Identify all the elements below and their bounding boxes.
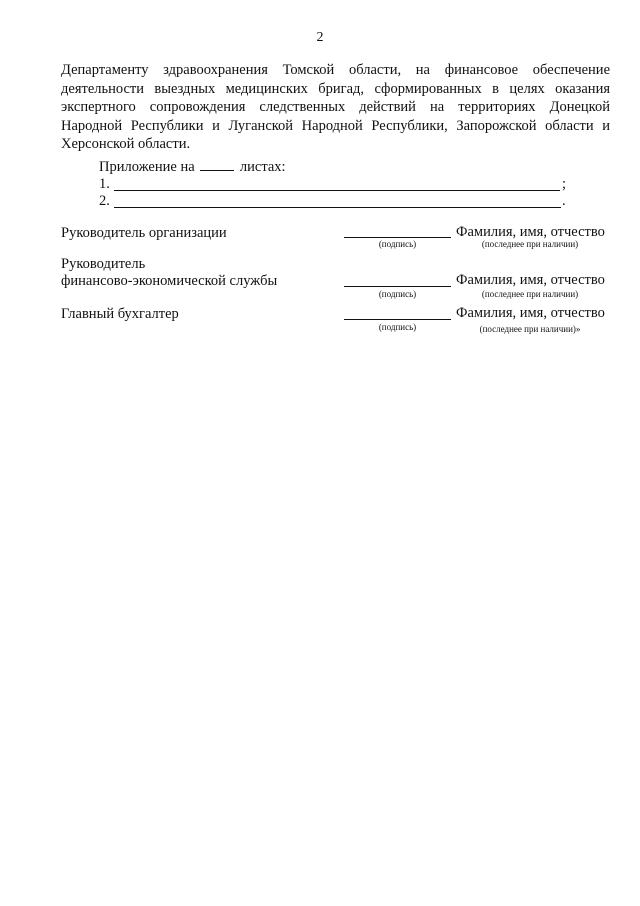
- appendix-suffix: листах:: [239, 159, 286, 175]
- appendix-item-blank: [114, 190, 560, 191]
- appendix-item-blank: [114, 207, 561, 208]
- appendix-sheets-blank: [200, 158, 234, 171]
- signature-line: [344, 224, 451, 238]
- name-caption: (последнее при наличии)»: [479, 324, 581, 334]
- signature-caption: (подпись): [378, 289, 417, 299]
- name-placeholder: Фамилия, имя, отчество: [456, 224, 605, 240]
- name-placeholder: Фамилия, имя, отчество: [456, 272, 605, 288]
- signature-role-accountant: Главный бухгалтер: [61, 306, 179, 322]
- appendix-prefix: Приложение на: [99, 159, 195, 175]
- name-caption: (последнее при наличии): [481, 289, 579, 299]
- appendix-item-2: [99, 193, 569, 211]
- body-paragraph: Департаменту здравоохранения Томской области, на финансовое обеспечение деятельности выездных медицинских бригад, сформированных в целях оказания экспертного сопровождения следственных действий на территориях Донецкой Народной Республики и Луганской Народной Республики, Запорожской области и Херсонской области.: [61, 62, 610, 152]
- appendix-item-number: 2.: [99, 193, 110, 209]
- signature-line: [344, 306, 451, 320]
- appendix-item-number: 1.: [99, 176, 110, 192]
- appendix-item-1: [99, 176, 569, 194]
- page-number: 2: [316, 30, 324, 45]
- signature-role-head: Руководитель организации: [61, 225, 227, 241]
- name-caption: (последнее при наличии): [481, 239, 579, 249]
- signature-caption: (подпись): [378, 322, 417, 332]
- signature-caption: (подпись): [378, 239, 417, 249]
- name-placeholder: Фамилия, имя, отчество: [456, 305, 605, 321]
- signature-line: [344, 273, 451, 287]
- signature-role-finance-line2: финансово-экономической службы: [61, 273, 278, 289]
- appendix-item-end: .: [562, 193, 566, 209]
- appendix-title: [99, 158, 286, 176]
- appendix-item-end: ;: [562, 176, 567, 192]
- signature-role-finance-line1: Руководитель: [61, 256, 146, 272]
